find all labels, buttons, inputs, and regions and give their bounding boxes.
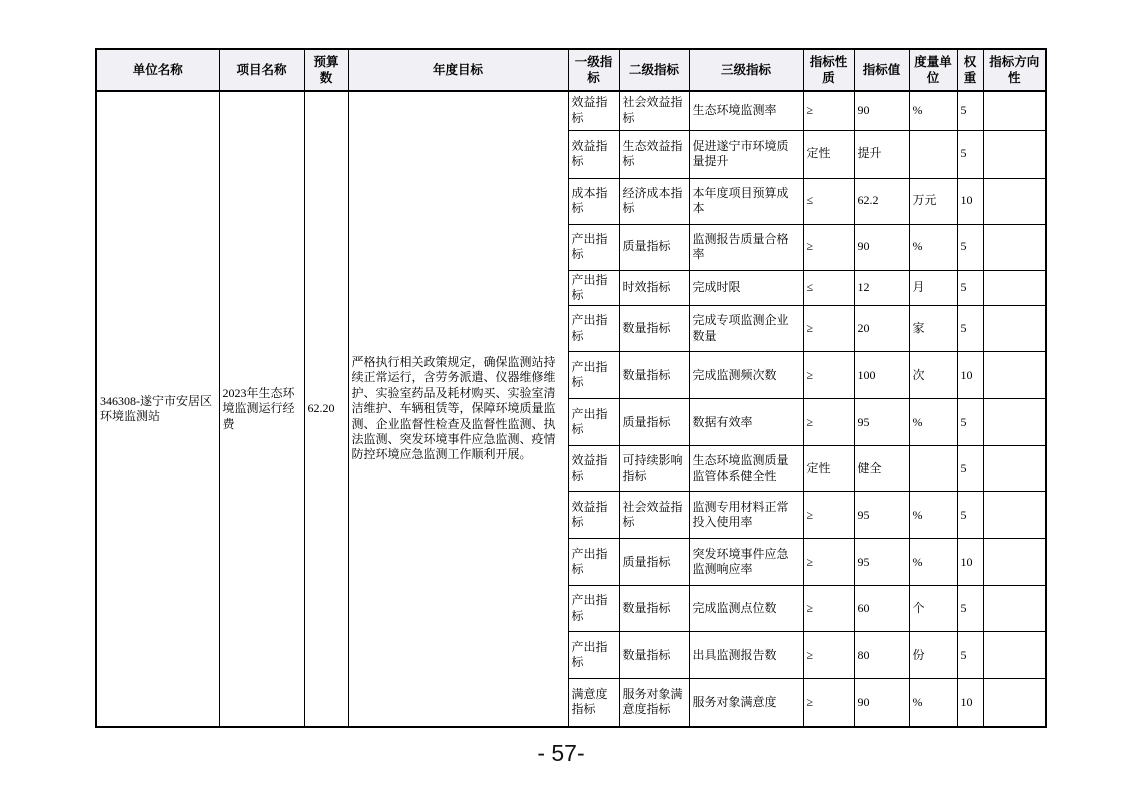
weight-cell: 5 [957,224,983,270]
level1-indicator-cell: 产出指标 [568,399,619,446]
level3-indicator-cell: 完成监测频次数 [689,352,803,399]
indicator-value-cell: 90 [854,224,909,270]
measure-unit-cell [909,130,957,178]
indicator-value-cell: 60 [854,586,909,632]
indicator-value-cell: 95 [854,539,909,586]
indicator-value-cell: 90 [854,91,909,130]
measure-unit-cell: 家 [909,306,957,352]
indicator-nature-cell: ≤ [803,178,854,224]
weight-cell: 5 [957,270,983,306]
indicator-value-cell: 健全 [854,446,909,492]
level2-indicator-cell: 质量指标 [619,399,689,446]
level2-indicator-cell: 质量指标 [619,224,689,270]
indicator-direction-cell [983,224,1046,270]
col-header-level3-indicator: 三级指标 [689,49,803,91]
indicator-nature-cell: ≤ [803,270,854,306]
measure-unit-cell: 次 [909,352,957,399]
level3-indicator-cell: 数据有效率 [689,399,803,446]
indicator-nature-cell: ≥ [803,679,854,727]
col-header-unit-name: 单位名称 [96,49,219,91]
indicator-direction-cell [983,91,1046,130]
indicator-value-cell: 100 [854,352,909,399]
indicator-direction-cell [983,679,1046,727]
weight-cell: 5 [957,586,983,632]
indicator-direction-cell [983,492,1046,539]
indicator-direction-cell [983,270,1046,306]
level2-indicator-cell: 数量指标 [619,632,689,679]
measure-unit-cell: 万元 [909,178,957,224]
level2-indicator-cell: 质量指标 [619,539,689,586]
level2-indicator-cell: 时效指标 [619,270,689,306]
level2-indicator-cell: 数量指标 [619,586,689,632]
indicator-value-cell: 62.2 [854,178,909,224]
level1-indicator-cell: 效益指标 [568,492,619,539]
measure-unit-cell: % [909,399,957,446]
measure-unit-cell [909,446,957,492]
weight-cell: 5 [957,91,983,130]
indicator-value-cell: 95 [854,399,909,446]
indicator-direction-cell [983,306,1046,352]
weight-cell: 5 [957,130,983,178]
measure-unit-cell: % [909,492,957,539]
weight-cell: 5 [957,306,983,352]
level3-indicator-cell: 完成监测点位数 [689,586,803,632]
indicator-nature-cell: 定性 [803,446,854,492]
indicator-value-cell: 90 [854,679,909,727]
indicator-value-cell: 提升 [854,130,909,178]
weight-cell: 5 [957,492,983,539]
indicator-value-cell: 12 [854,270,909,306]
col-header-indicator-value: 指标值 [854,49,909,91]
indicator-value-cell: 80 [854,632,909,679]
col-header-level1-indicator: 一级指标 [568,49,619,91]
indicator-nature-cell: ≥ [803,539,854,586]
level3-indicator-cell: 突发环境事件应急监测响应率 [689,539,803,586]
unit-name-cell: 346308-遂宁市安居区环境监测站 [96,91,219,727]
measure-unit-cell: % [909,224,957,270]
weight-cell: 5 [957,399,983,446]
level2-indicator-cell: 数量指标 [619,306,689,352]
annual-goal-cell: 严格执行相关政策规定，确保监测站持续正常运行，含劳务派遣、仪器维修维护、实验室药品及耗材购买、实验室清洁维护、车辆租赁等，保障环境质量监测、企业监督性检查及监督性监测、执法监测、突发环境事件应急监测、疫情防控环境应急监测工作顺利开展。 [348,91,568,727]
measure-unit-cell: % [909,679,957,727]
budget-cell: 62.20 [304,91,348,727]
indicator-direction-cell [983,130,1046,178]
level1-indicator-cell: 成本指标 [568,178,619,224]
level1-indicator-cell: 效益指标 [568,446,619,492]
weight-cell: 10 [957,178,983,224]
weight-cell: 10 [957,539,983,586]
level2-indicator-cell: 社会效益指标 [619,91,689,130]
level3-indicator-cell: 生态环境监测质量监管体系健全性 [689,446,803,492]
level3-indicator-cell: 生态环境监测率 [689,91,803,130]
level2-indicator-cell: 服务对象满意度指标 [619,679,689,727]
indicator-value-cell: 20 [854,306,909,352]
measure-unit-cell: 份 [909,632,957,679]
level2-indicator-cell: 社会效益指标 [619,492,689,539]
level1-indicator-cell: 产出指标 [568,306,619,352]
col-header-level2-indicator: 二级指标 [619,49,689,91]
level2-indicator-cell: 经济成本指标 [619,178,689,224]
col-header-indicator-direction: 指标方向性 [983,49,1046,91]
level2-indicator-cell: 生态效益指标 [619,130,689,178]
level3-indicator-cell: 服务对象满意度 [689,679,803,727]
indicator-nature-cell: ≥ [803,632,854,679]
weight-cell: 10 [957,679,983,727]
col-header-annual-goal: 年度目标 [348,49,568,91]
level3-indicator-cell: 完成专项监测企业数量 [689,306,803,352]
level3-indicator-cell: 本年度项目预算成本 [689,178,803,224]
page-number: - 57- [537,740,585,766]
indicator-direction-cell [983,446,1046,492]
level1-indicator-cell: 产出指标 [568,352,619,399]
indicator-nature-cell: ≥ [803,306,854,352]
level2-indicator-cell: 可持续影响指标 [619,446,689,492]
level3-indicator-cell: 监测报告质量合格率 [689,224,803,270]
weight-cell: 10 [957,352,983,399]
measure-unit-cell: 月 [909,270,957,306]
measure-unit-cell: % [909,91,957,130]
weight-cell: 5 [957,632,983,679]
indicator-nature-cell: 定性 [803,130,854,178]
indicator-direction-cell [983,352,1046,399]
indicator-nature-cell: ≥ [803,224,854,270]
indicator-direction-cell [983,586,1046,632]
project-name-cell: 2023年生态环境监测运行经费 [219,91,304,727]
level1-indicator-cell: 效益指标 [568,91,619,130]
level1-indicator-cell: 满意度指标 [568,679,619,727]
measure-unit-cell: % [909,539,957,586]
indicator-nature-cell: ≥ [803,492,854,539]
indicator-value-cell: 95 [854,492,909,539]
col-header-budget: 预算数 [304,49,348,91]
indicator-nature-cell: ≥ [803,586,854,632]
level3-indicator-cell: 出具监测报告数 [689,632,803,679]
indicator-direction-cell [983,539,1046,586]
table-header-row [96,49,1046,91]
level1-indicator-cell: 产出指标 [568,539,619,586]
level2-indicator-cell: 数量指标 [619,352,689,399]
indicator-nature-cell: ≥ [803,352,854,399]
level3-indicator-cell: 促进遂宁市环境质量提升 [689,130,803,178]
level1-indicator-cell: 产出指标 [568,270,619,306]
indicator-direction-cell [983,632,1046,679]
level1-indicator-cell: 产出指标 [568,632,619,679]
level3-indicator-cell: 完成时限 [689,270,803,306]
performance-indicator-table [95,48,1047,728]
measure-unit-cell: 个 [909,586,957,632]
level1-indicator-cell: 产出指标 [568,586,619,632]
indicator-direction-cell [983,178,1046,224]
table-row [96,91,1046,130]
level3-indicator-cell: 监测专用材料正常投入使用率 [689,492,803,539]
indicator-nature-cell: ≥ [803,399,854,446]
col-header-weight: 权重 [957,49,983,91]
col-header-indicator-nature: 指标性质 [803,49,854,91]
weight-cell: 5 [957,446,983,492]
col-header-measure-unit: 度量单位 [909,49,957,91]
indicator-nature-cell: ≥ [803,91,854,130]
indicator-direction-cell [983,399,1046,446]
level1-indicator-cell: 产出指标 [568,224,619,270]
level1-indicator-cell: 效益指标 [568,130,619,178]
col-header-project-name: 项目名称 [219,49,304,91]
